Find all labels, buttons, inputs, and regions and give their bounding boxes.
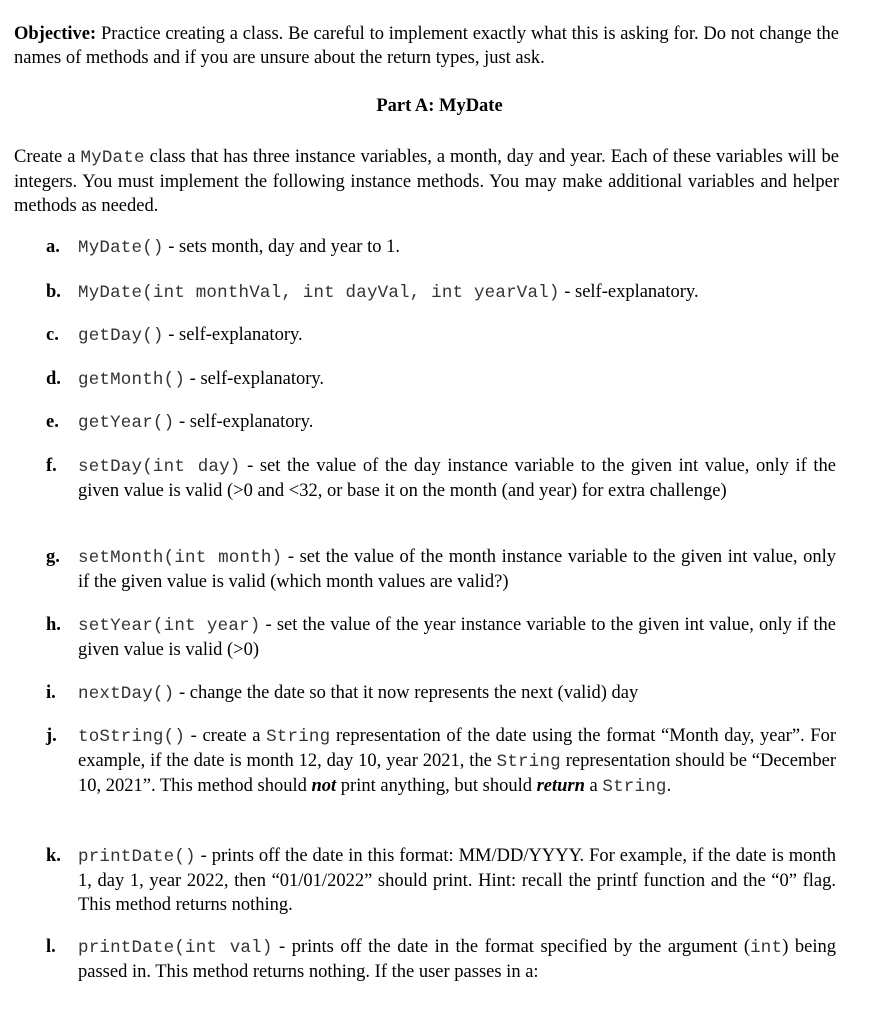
list-item-h bbox=[46, 613, 836, 662]
description-part: a bbox=[584, 776, 603, 796]
emphasis-return: return bbox=[536, 776, 585, 796]
item-letter: j. bbox=[46, 726, 57, 746]
list-item-c bbox=[46, 323, 836, 348]
objective-paragraph bbox=[14, 22, 839, 70]
intro-class-name: MyDate bbox=[80, 148, 145, 168]
item-letter: d. bbox=[46, 369, 61, 389]
method-description: - change the date so that it now represents the next (valid) day bbox=[174, 683, 639, 703]
description-part: . bbox=[666, 776, 672, 796]
description-part: representation should be “December 10, 2021”. This method should bbox=[78, 751, 836, 796]
item-letter: b. bbox=[46, 282, 61, 302]
intro-paragraph bbox=[14, 145, 839, 218]
method-signature: printDate(int val) bbox=[78, 938, 273, 958]
item-letter: f. bbox=[46, 456, 57, 476]
code-string: String bbox=[602, 777, 667, 797]
method-description: - self-explanatory. bbox=[174, 412, 314, 432]
list-item-l bbox=[46, 935, 836, 984]
item-letter: h. bbox=[46, 615, 61, 635]
method-signature: MyDate() bbox=[78, 238, 164, 258]
method-description: - self-explanatory. bbox=[185, 369, 325, 389]
method-signature: nextDay() bbox=[78, 684, 175, 704]
item-letter: a. bbox=[46, 237, 60, 257]
objective-label: Objective: bbox=[14, 24, 97, 44]
method-description: - set the value of the month instance variable to the given int value, only if the given value is valid (which month values are valid?) bbox=[78, 547, 836, 592]
objective-text: Practice creating a class. Be careful to implement exactly what this is asking for. Do not change the names of methods and if you are unsure about the return types, just ask. bbox=[14, 24, 839, 68]
item-letter: l. bbox=[46, 937, 56, 957]
method-signature: setYear(int year) bbox=[78, 616, 261, 636]
description-part: print anything, but should bbox=[336, 776, 537, 796]
code-string: String bbox=[496, 752, 561, 772]
intro-text-before: Create a bbox=[14, 147, 81, 167]
description-part: ) being passed in. This method returns nothing. If the user passes in a: bbox=[78, 937, 836, 982]
list-item-b bbox=[46, 280, 836, 305]
item-letter: g. bbox=[46, 547, 60, 567]
method-description: - prints off the date in this format: MM/DD/YYYY. For example, if the date is month 1, day 1, year 2022, then “01/01/2022” should print. Hint: recall the printf function and the “0” flag. This method returns nothing. bbox=[78, 846, 836, 915]
method-signature: getDay() bbox=[78, 326, 164, 346]
emphasis-not: not bbox=[311, 776, 337, 796]
method-signature: printDate() bbox=[78, 847, 196, 867]
item-letter: c. bbox=[46, 325, 59, 345]
list-item-a bbox=[46, 235, 836, 260]
item-letter: i. bbox=[46, 683, 56, 703]
list-item-g bbox=[46, 545, 836, 594]
method-description: - self-explanatory. bbox=[163, 325, 303, 345]
part-title: Part A: MyDate bbox=[376, 96, 503, 116]
description-part: representation of the date using the format “Month day, year”. For example, if the date is month 12, day 10, year 2021, the bbox=[78, 726, 836, 771]
list-item-e bbox=[46, 410, 836, 435]
method-signature: setMonth(int month) bbox=[78, 548, 283, 568]
intro-text-after: class that has three instance variables, a month, day and year. Each of these variables will be integers. You must implement the following instance methods. You may make additional variables and helper methods as needed. bbox=[14, 147, 839, 216]
list-item-f bbox=[46, 454, 836, 503]
method-signature: setDay(int day) bbox=[78, 457, 241, 477]
list-item-i bbox=[46, 681, 836, 706]
item-letter: e. bbox=[46, 412, 59, 432]
method-description: - set the value of the day instance variable to the given int value, only if the given value is valid (>0 and <32, or base it on the month (and year) for extra challenge) bbox=[78, 456, 836, 501]
description-part: - create a bbox=[185, 726, 267, 746]
list-item-j bbox=[46, 724, 836, 799]
method-description: - set the value of the year instance variable to the given int value, only if the given value is valid (>0) bbox=[78, 615, 836, 660]
method-signature: MyDate(int monthVal, int dayVal, int yearVal) bbox=[78, 283, 560, 303]
method-signature: getMonth() bbox=[78, 370, 186, 390]
code-int: int bbox=[750, 938, 783, 958]
list-item-k bbox=[46, 844, 836, 917]
method-signature: getYear() bbox=[78, 413, 175, 433]
item-letter: k. bbox=[46, 846, 61, 866]
code-string: String bbox=[266, 727, 331, 747]
method-signature: toString() bbox=[78, 727, 186, 747]
method-description: - self-explanatory. bbox=[559, 282, 699, 302]
method-description: - sets month, day and year to 1. bbox=[163, 237, 400, 257]
description-part: - prints off the date in the format specified by the argument ( bbox=[272, 937, 751, 957]
list-item-d bbox=[46, 367, 836, 392]
